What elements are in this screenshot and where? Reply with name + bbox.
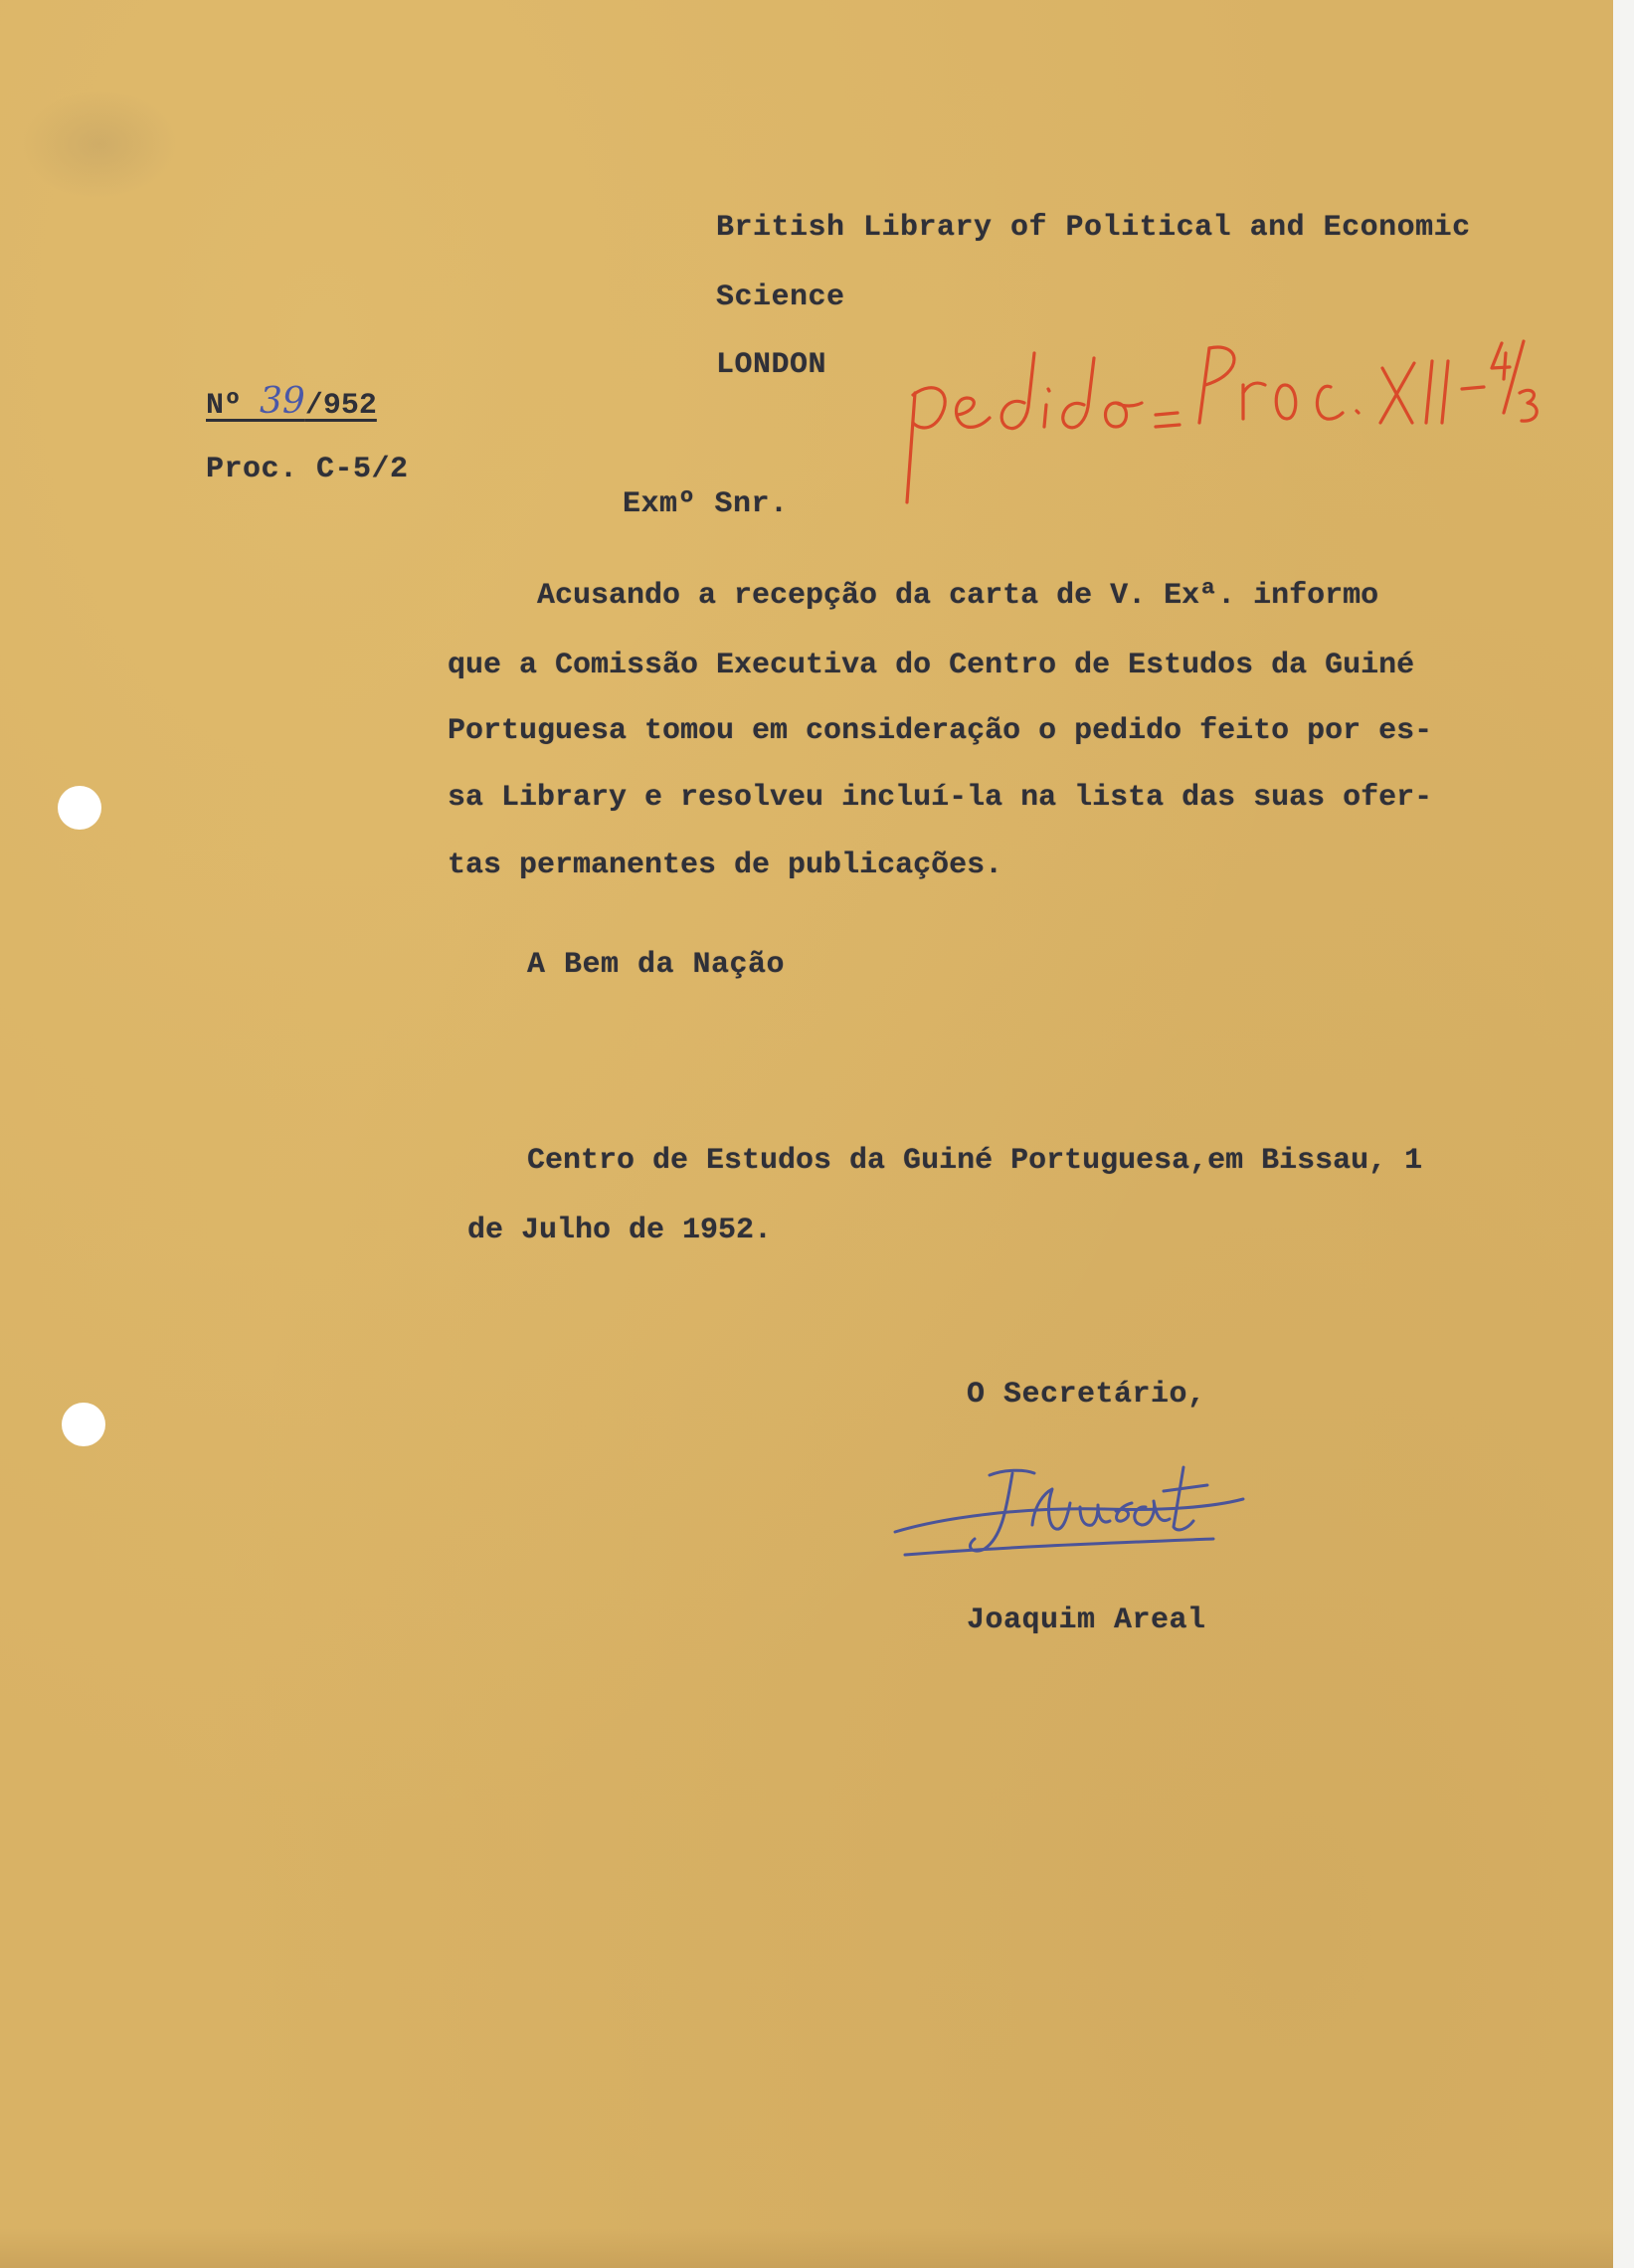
body-line-3: Portuguesa tomou em consideração o pedido feito por es- bbox=[448, 714, 1433, 748]
closing-formula: A Bem da Nação bbox=[527, 948, 786, 982]
red-handwritten-annotation bbox=[895, 323, 1591, 522]
salutation: Exmº Snr. bbox=[623, 487, 789, 521]
reference-year: /952 bbox=[304, 389, 377, 423]
scan-margin-right bbox=[1613, 0, 1634, 2268]
body-line-1: Acusando a recepção da carta de V. Exª. informo bbox=[537, 579, 1379, 613]
body-line-2: que a Comissão Executiva do Centro de Estudos da Guiné bbox=[448, 649, 1415, 682]
paper-bottom-edge bbox=[0, 2228, 1613, 2268]
punch-hole-upper bbox=[58, 786, 101, 830]
signatory-name: Joaquim Areal bbox=[967, 1604, 1206, 1637]
handwritten-signature bbox=[885, 1447, 1263, 1587]
body-line-5: tas permanentes de publicações. bbox=[448, 849, 1003, 882]
body-line-4: sa Library e resolveu incluí-la na lista das suas ofer- bbox=[448, 781, 1433, 815]
recipient-city: LONDON bbox=[716, 348, 827, 382]
recipient-line-2: Science bbox=[716, 281, 845, 314]
place-date-line-2: de Julho de 1952. bbox=[467, 1214, 773, 1247]
paper-smudge bbox=[20, 90, 179, 199]
place-date-line-1: Centro de Estudos da Guiné Portuguesa,em Bissau, 1 bbox=[527, 1144, 1423, 1178]
punch-hole-lower bbox=[62, 1403, 105, 1446]
recipient-line-1: British Library of Political and Economic bbox=[716, 211, 1471, 245]
reference-number bbox=[206, 381, 377, 423]
signatory-title: O Secretário, bbox=[967, 1378, 1206, 1412]
reference-handwritten-number: 39 bbox=[260, 381, 305, 422]
reference-process: Proc. C-5/2 bbox=[206, 453, 409, 486]
reference-prefix: Nº bbox=[206, 389, 261, 423]
